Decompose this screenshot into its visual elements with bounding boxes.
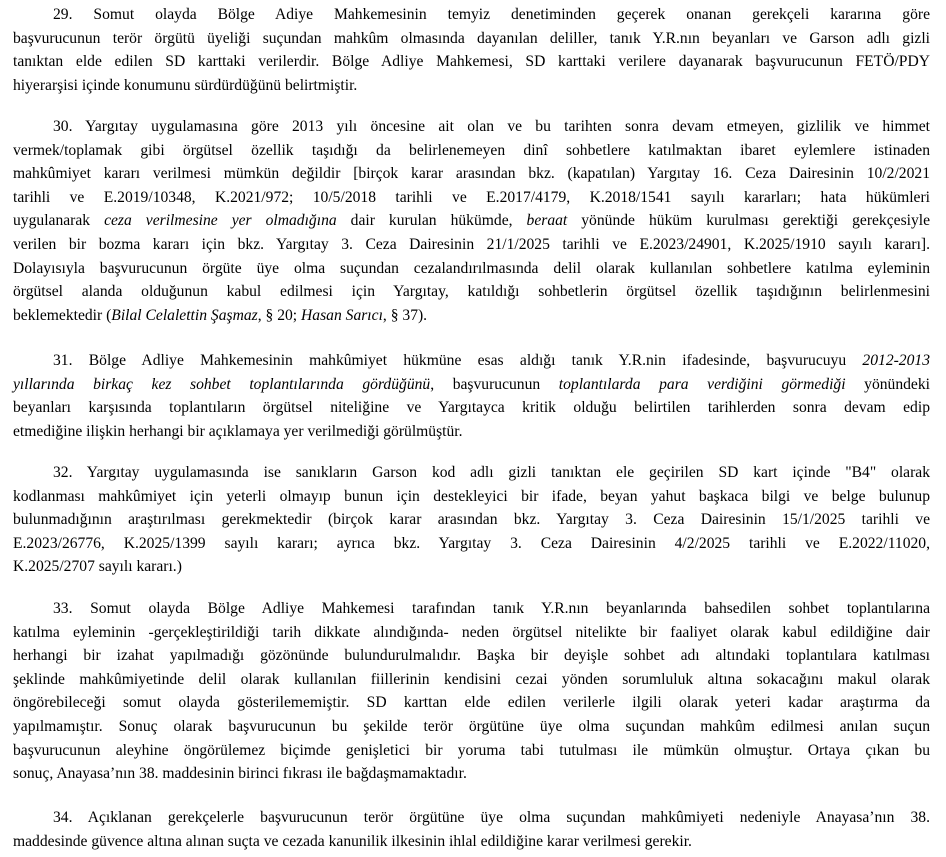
text-line: katılma eyleminin -gerçekleştirildiği tarih dikkate alındığında- neden örgütsel nitelikte bir faaliyet olarak kabul edildiğine dair	[13, 623, 930, 641]
text-line: 31. Bölge Adliye Mahkemesinin mahkûmiyet hükmüne esas aldığı tanık Y.R.nin ifadesinde, başvurucuyu 2012-2013	[53, 352, 930, 369]
text-line: vermek/toplamak gibi örgütsel özellik taşıdığı da belirlenemeyen dinî sohbetlere katılmaktan ibaret eylemlere istinaden	[13, 141, 930, 159]
text-line: 32. Yargıtay uygulamasında ise sanıkların Garson kod adlı gizli tanıktan ele geçirilen SD kart içinde "B4" olarak	[53, 464, 930, 481]
paragraph-34	[13, 806, 930, 853]
text-line: maddesinde güvence altına alınan suçta ve cezada kanunilik ilkesinin ihlal edildiğine karar verilmesi gerekir.	[13, 832, 692, 850]
text-line: şeklinde mahkûmiyetinde delil olarak kullanılan fiillerinin kendisini cezai yönden sorumluluk altına sokacağını makul olarak	[13, 670, 930, 688]
text-line: tarihli ve E.2019/10348, K.2021/972; 10/5/2018 tarihli ve E.2017/4179, K.2018/1541 sayılı kararları; hata hükümleri	[13, 188, 930, 206]
text-line: bulunmadığının araştırılması gerekmektedir (birçok karar arasından bkz. Yargıtay 3. Ceza Dairesinin 15/1/2025 tarihli ve	[13, 511, 930, 529]
text-line: beyanları karşısında toplantıların örgütsel niteliğine ve Yargıtayca kritik olduğu belirtilen tarihlerden sonra devam edip	[13, 399, 930, 417]
paragraph-32	[13, 461, 930, 579]
paragraph-29	[13, 3, 930, 97]
text-line: başvurucunun aleyhine öngörülemez biçimde genişletici bir yoruma tabi tutulması ile mümkün olmuştur. Ortaya çıkan bu	[13, 741, 930, 759]
text-line: yapılmamıştır. Sonuç olarak başvurucunun bu şekilde terör örgütüne üye olma suçundan mahkûm edilmesi anılan suçun	[13, 717, 930, 735]
text-line: Dolayısıyla başvurucunun örgüte üye olma suçundan cezalandırılmasında delil olarak kullanılan sohbetlere katılma eyleminin	[13, 259, 930, 277]
text-line: yıllarında birkaç kez sohbet toplantılarında gördüğünü, başvurucunun toplantılarda para verdiğini görmediği yönündeki	[13, 375, 930, 393]
text-line: mahkûmiyet kararı verilmesi mümkün değildir [birçok karar arasından bkz. (kapatılan) Yargıtay 16. Ceza Dairesinin 10/2/2021	[13, 165, 930, 183]
text-line: 30. Yargıtay uygulamasına göre 2013 yılı öncesine ait olan ve bu tarihten sonra devam etmeyen, gizlilik ve himmet	[53, 118, 930, 135]
text-line: öngörebileceği somut olayda gösterilememiştir. SD karttan elde edilen verilerle ilgili olarak yeteri kadar araştırma da	[13, 694, 930, 712]
text-line: hiyerarşisi içinde konumunu sürdürdüğünü belirtmiştir.	[13, 76, 358, 94]
text-line: beklemektedir (Bilal Celalettin Şaşmaz, § 20; Hasan Sarıcı, § 37).	[13, 306, 428, 324]
text-line: uygulanarak ceza verilmesine yer olmadığına dair kurulan hükümde, beraat yönünde hüküm kurulması gerektiği gerekçesiyle	[13, 212, 931, 230]
text-line: tanıktan elde edilen SD karttaki verilerdir. Bölge Adliye Mahkemesi, SD karttaki verilere dayanarak başvurucunun FETÖ/PDY	[13, 53, 930, 71]
text-line: E.2023/26776, K.2025/1399 sayılı kararı; ayrıca bkz. Yargıtay 3. Ceza Dairesinin 4/2/2025 tarihli ve E.2022/11020,	[13, 534, 930, 552]
text-line: etmediğine ilişkin herhangi bir açıklamaya yer verilmediği görülmüştür.	[13, 422, 463, 440]
text-line: 29. Somut olayda Bölge Adiye Mahkemesinin temyiz denetiminden geçerek onanan gerekçeli kararına göre	[53, 6, 930, 23]
text-line: K.2025/2707 sayılı kararı.)	[13, 558, 182, 576]
text-line: kodlanması mahkûmiyet için yeterli olmayıp bunun için destekleyici bir ifade, beyan yahut başkaca bilgi ve belge bulunup	[13, 487, 930, 505]
text-line: 34. Açıklanan gerekçelerle başvurucunun terör örgütüne üye olma suçundan mahkûmiyeti nedeniyle Anayasa’nın 38.	[53, 809, 930, 826]
paragraph-31	[13, 349, 930, 443]
paragraph-30	[13, 115, 930, 327]
text-line: verilen bir bozma kararı için bkz. Yargıtay 3. Ceza Dairesinin 21/1/2025 tarihli ve E.2023/24901, K.2025/1910 sayılı kararı].	[13, 235, 930, 253]
text-line: 33. Somut olayda Bölge Adliye Mahkemesi tarafından tanık Y.R.nın beyanlarında bahsedilen sohbet toplantılarına	[53, 600, 930, 617]
text-line: sonuç, Anayasa’nın 38. maddesinin birinci fıkrası ile bağdaşmamaktadır.	[13, 765, 467, 783]
text-line: başvurucunun terör örgütü üyeliği suçundan mahkûm olmasında dayanılan deliller, tanık Y.R.nın beyanları ve Garson adlı gizli	[13, 29, 930, 47]
text-line: herhangi bir izahat yapılmadığı gözönünde bulundurulmalıdır. Başka bir deyişle sohbet adı altındaki toplantılara katılması	[13, 647, 930, 665]
paragraph-33	[13, 597, 930, 786]
text-line: örgütsel alanda olduğunun kabul edilmesi için Yargıtay, katıldığı sohbetlerin örgütsel özellik taşıdığının belirlenmesini	[13, 283, 930, 301]
